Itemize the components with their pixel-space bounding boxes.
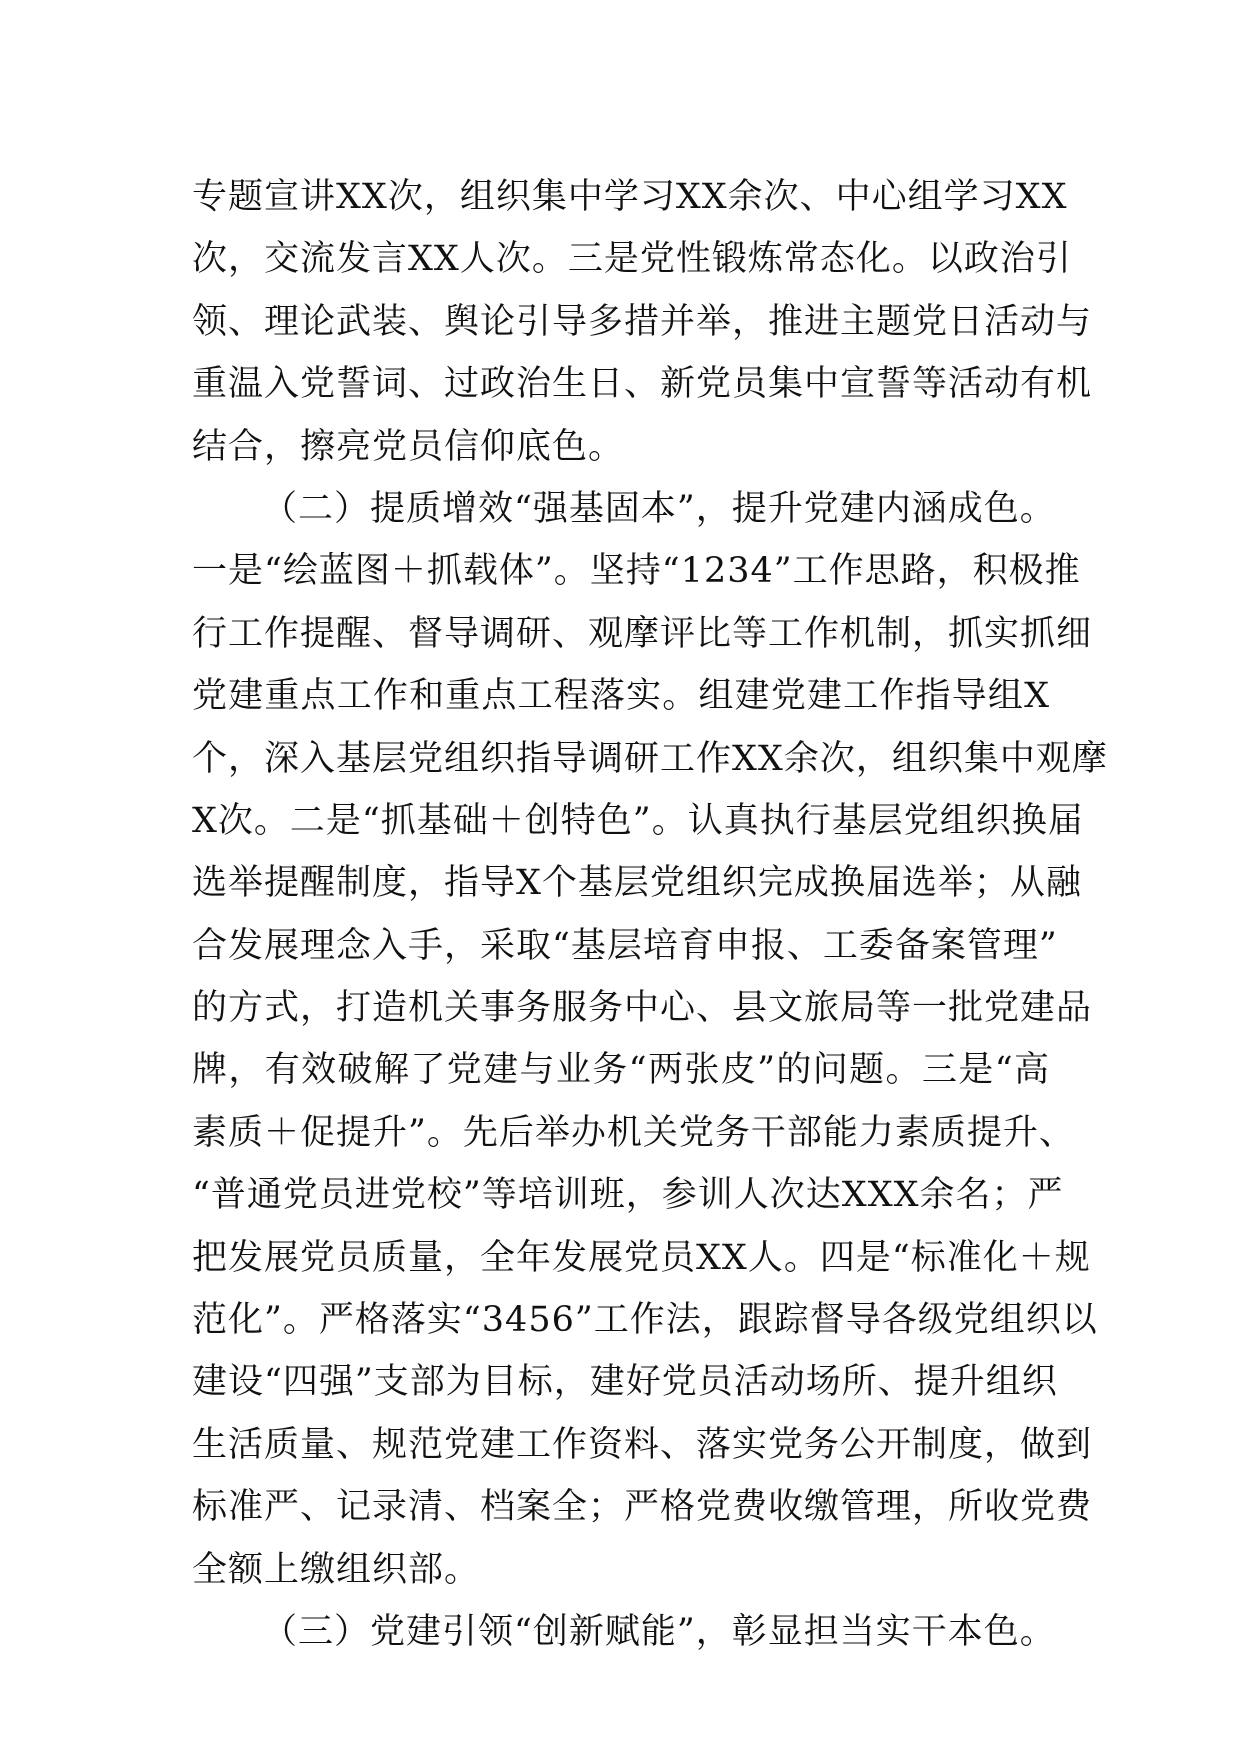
text-line: 建设“四强”支部为目标，建好党员活动场所、提升组织 <box>192 1362 1058 1403</box>
text-line: 党建重点工作和重点工程落实。组建党建工作指导组X <box>192 676 1050 717</box>
text-line: 重温入党誓词、过政治生日、新党员集中宣誓等活动有机 <box>192 364 1093 405</box>
text-line: 生活质量、规范党建工作资料、落实党务公开制度，做到 <box>192 1424 1093 1465</box>
section-heading: （三）党建引领“创新赋能”，彰显担当实干本色。 <box>262 1611 1056 1652</box>
text-line: X次。二是“抓基础＋创特色”。认真执行基层党组织换届 <box>192 800 1084 841</box>
text-line: 行工作提醒、督导调研、观摩评比等工作机制，抓实抓细 <box>192 613 1093 654</box>
text-line: 标准严、记录清、档案全；严格党费收缴管理，所收党费 <box>192 1487 1093 1528</box>
text-line: 把发展党员质量，全年发展党员XX人。四是“标准化＋规 <box>192 1237 1091 1278</box>
text-line: 牌，有效破解了党建与业务“两张皮”的问题。三是“高 <box>192 1050 1050 1091</box>
text-line: 个，深入基层党组织指导调研工作XX余次，组织集中观摩 <box>192 738 1108 779</box>
text-line: “普通党员进党校”等培训班，参训人次达XXX余名；严 <box>192 1175 1064 1216</box>
document-body <box>192 166 1108 1663</box>
text-line: 合发展理念入手，采取“基层培育申报、工委备案管理” <box>192 925 1058 966</box>
text-line: 领、理论武装、舆论引导多措并举，推进主题党日活动与 <box>192 301 1093 342</box>
text-line: 素质＋促提升”。先后举办机关党务干部能力素质提升、 <box>192 1112 1075 1153</box>
text-line: 专题宣讲XX次，组织集中学习XX余次、中心组学习XX <box>192 177 1068 217</box>
text-line: 全额上缴组织部。 <box>192 1549 481 1590</box>
section-heading: （二）提质增效“强基固本”，提升党建内涵成色。 <box>262 488 1056 529</box>
text-line: 结合，擦亮党员信仰底色。 <box>192 426 625 467</box>
text-line: 的方式，打造机关事务服务中心、县文旅局等一批党建品 <box>192 988 1093 1029</box>
text-line: 范化”。严格落实“3456”工作法，跟踪督导各级党组织以 <box>192 1300 1098 1341</box>
text-line: 次，交流发言XX人次。三是党性锻炼常态化。以政治引 <box>192 239 1072 280</box>
text-line: 选举提醒制度，指导X个基层党组织完成换届选举；从融 <box>192 863 1082 904</box>
text-line: 一是“绘蓝图＋抓载体”。坚持“1234”工作思路，积极推 <box>192 551 1081 592</box>
